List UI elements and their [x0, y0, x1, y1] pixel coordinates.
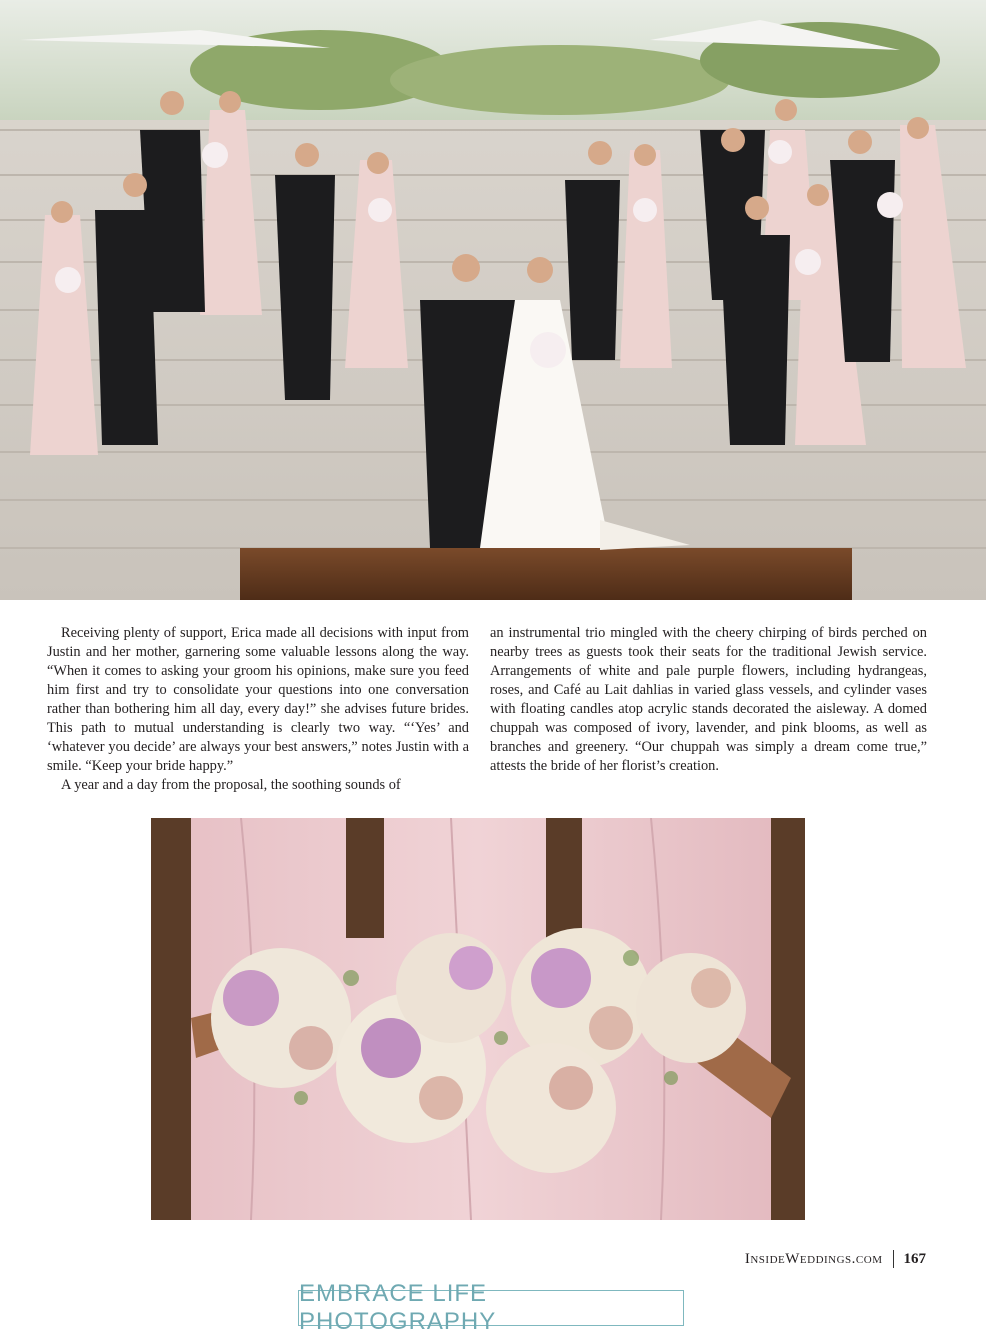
article-column-right [490, 624, 927, 776]
page-footer [745, 1250, 926, 1268]
article-paragraph: an instrumental trio mingled with the cheery chirping of birds perched on nearby trees as guests took their seats for the traditional Jewish service. Arrangements of white and pale purple flowers, including hydrangeas, roses, and Café au Lait dahlias in varied glass vessels, and cylinder vases with floating candles atop acrylic stands decorated the aisleway. A domed chuppah was composed of ivory, lavender, and pink blooms, as well as branches and greenery. “Our chuppah was simply a dream come true,” attests the bride of her florist’s creation. [490, 625, 927, 774]
wedding-party-photo [0, 0, 986, 600]
footer-divider [893, 1250, 894, 1268]
page-number: 167 [903, 1250, 926, 1267]
photo-credit: EMBRACE LIFE PHOTOGRAPHY [298, 1290, 684, 1326]
article-paragraph: A year and a day from the proposal, the soothing sounds of [61, 777, 401, 793]
site-name: InsideWeddings.com [744, 1250, 883, 1267]
article-column-left [47, 624, 469, 795]
article-paragraph: Receiving plenty of support, Erica made all decisions with input from Justin and her mother, garnering some valuable lessons along the way. “When it comes to asking your groom his opinions, make sure you feed him first and try to consolidate your questions into one conversation rather than bothering him all day, every day!” she advises future brides. This path to mutual understanding is clearly two way. “‘Yes’ and ‘whatever you decide’ are always your best answers,” notes Justin with a smile. “Keep your bride happy.” [47, 625, 469, 774]
bridesmaid-bouquets-photo [151, 818, 805, 1220]
